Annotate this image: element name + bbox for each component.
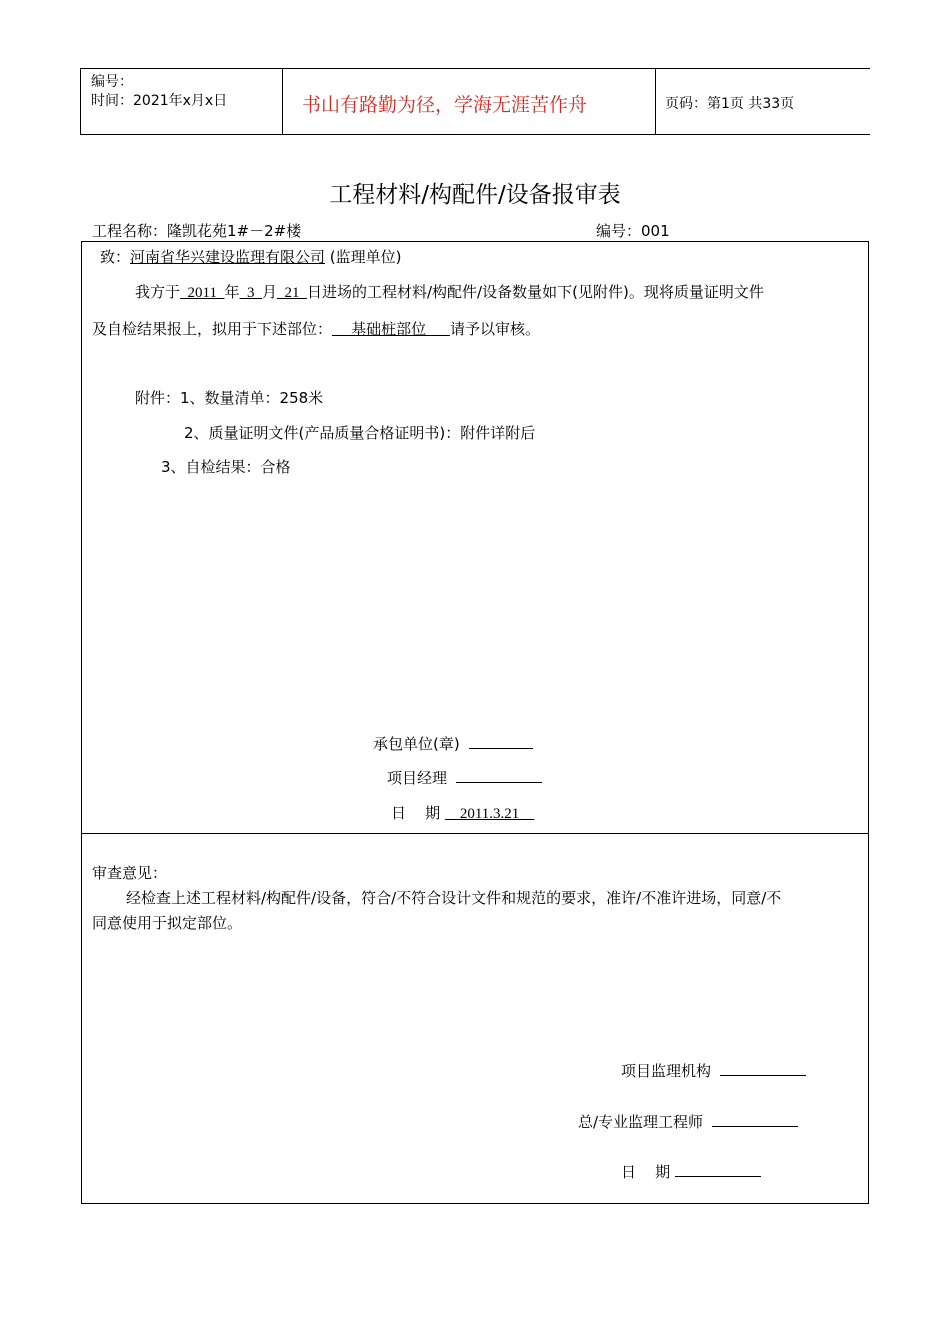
supervisor-suffix: (监理单位): [325, 248, 402, 266]
supervisor-name: 河南省华兴建设监理有限公司: [130, 248, 326, 266]
attachment-3: 3、自检结果：合格: [161, 458, 291, 476]
project-code: 编号：001: [596, 222, 670, 240]
entry-line-2: [92, 318, 540, 339]
header-box: [80, 68, 870, 135]
entry-line2-prefix: 及自检结果报上，拟用于下述部位：: [92, 320, 333, 338]
header-page-label: 页码：第1页 共33页: [665, 96, 795, 112]
entry-month-unit: 月: [261, 283, 277, 301]
header-divider-left: [282, 69, 283, 134]
manager-blank: [456, 768, 542, 783]
entry-year-unit: 年: [224, 283, 240, 301]
review-heading: 审查意见：: [92, 864, 168, 882]
usage-location: 基础桩部位: [332, 320, 450, 338]
submission-date-value: 2011.3.21: [444, 806, 535, 822]
manager-label: 项目经理: [387, 769, 448, 787]
entry-month: 3: [239, 285, 262, 301]
entry-line-1: [135, 281, 764, 302]
project-name: 工程名称：隆凯花苑1#－2#楼: [92, 222, 302, 240]
review-date-blank: [675, 1162, 761, 1177]
review-date-line: [621, 1161, 761, 1182]
manager-line: [387, 767, 542, 788]
header-time-label: 时间：2021年x月x日: [91, 93, 228, 109]
contractor-blank: [469, 734, 533, 749]
review-date-label: 日 期: [621, 1163, 671, 1181]
review-org-label: 项目监理机构: [621, 1062, 712, 1080]
review-org-line: [621, 1060, 806, 1081]
attachment-1: 附件：1、数量清单：258米: [135, 389, 324, 407]
submission-date-line: [391, 802, 534, 823]
review-engineer-line: [578, 1111, 798, 1132]
section-divider: [82, 833, 868, 834]
entry-prefix: 我方于: [135, 283, 181, 301]
header-divider-right: [655, 69, 656, 134]
addressee-line: [100, 246, 402, 267]
addressee-prefix: 致：: [100, 248, 131, 266]
contractor-label: 承包单位(章): [373, 735, 460, 753]
entry-line2-suffix: 请予以审核。: [449, 320, 540, 338]
submission-date-label: 日 期: [391, 804, 441, 822]
review-engineer-blank: [712, 1112, 798, 1127]
entry-suffix: 日进场的工程材料/构配件/设备数量如下(见附件)。现将质量证明文件: [307, 283, 764, 301]
attachment-2: 2、质量证明文件(产品质量合格证明书)：附件详附后: [184, 424, 536, 442]
entry-day: 21: [277, 285, 307, 301]
page-title: 工程材料/构配件/设备报审表: [329, 182, 621, 208]
review-body-line-2: 同意使用于拟定部位。: [92, 914, 243, 932]
form-table: [81, 241, 869, 1204]
review-engineer-label: 总/专业监理工程师: [578, 1113, 704, 1131]
entry-year: 2011: [180, 285, 225, 301]
review-org-blank: [720, 1061, 806, 1076]
header-number-label: 编号：: [91, 74, 133, 90]
header-motto: 书山有路勤为径，学海无涯苦作舟: [302, 94, 588, 116]
review-body-line-1: 经检查上述工程材料/构配件/设备，符合/不符合设计文件和规范的要求，准许/不准许进场，同意/不: [126, 889, 782, 907]
contractor-line: [373, 733, 533, 754]
